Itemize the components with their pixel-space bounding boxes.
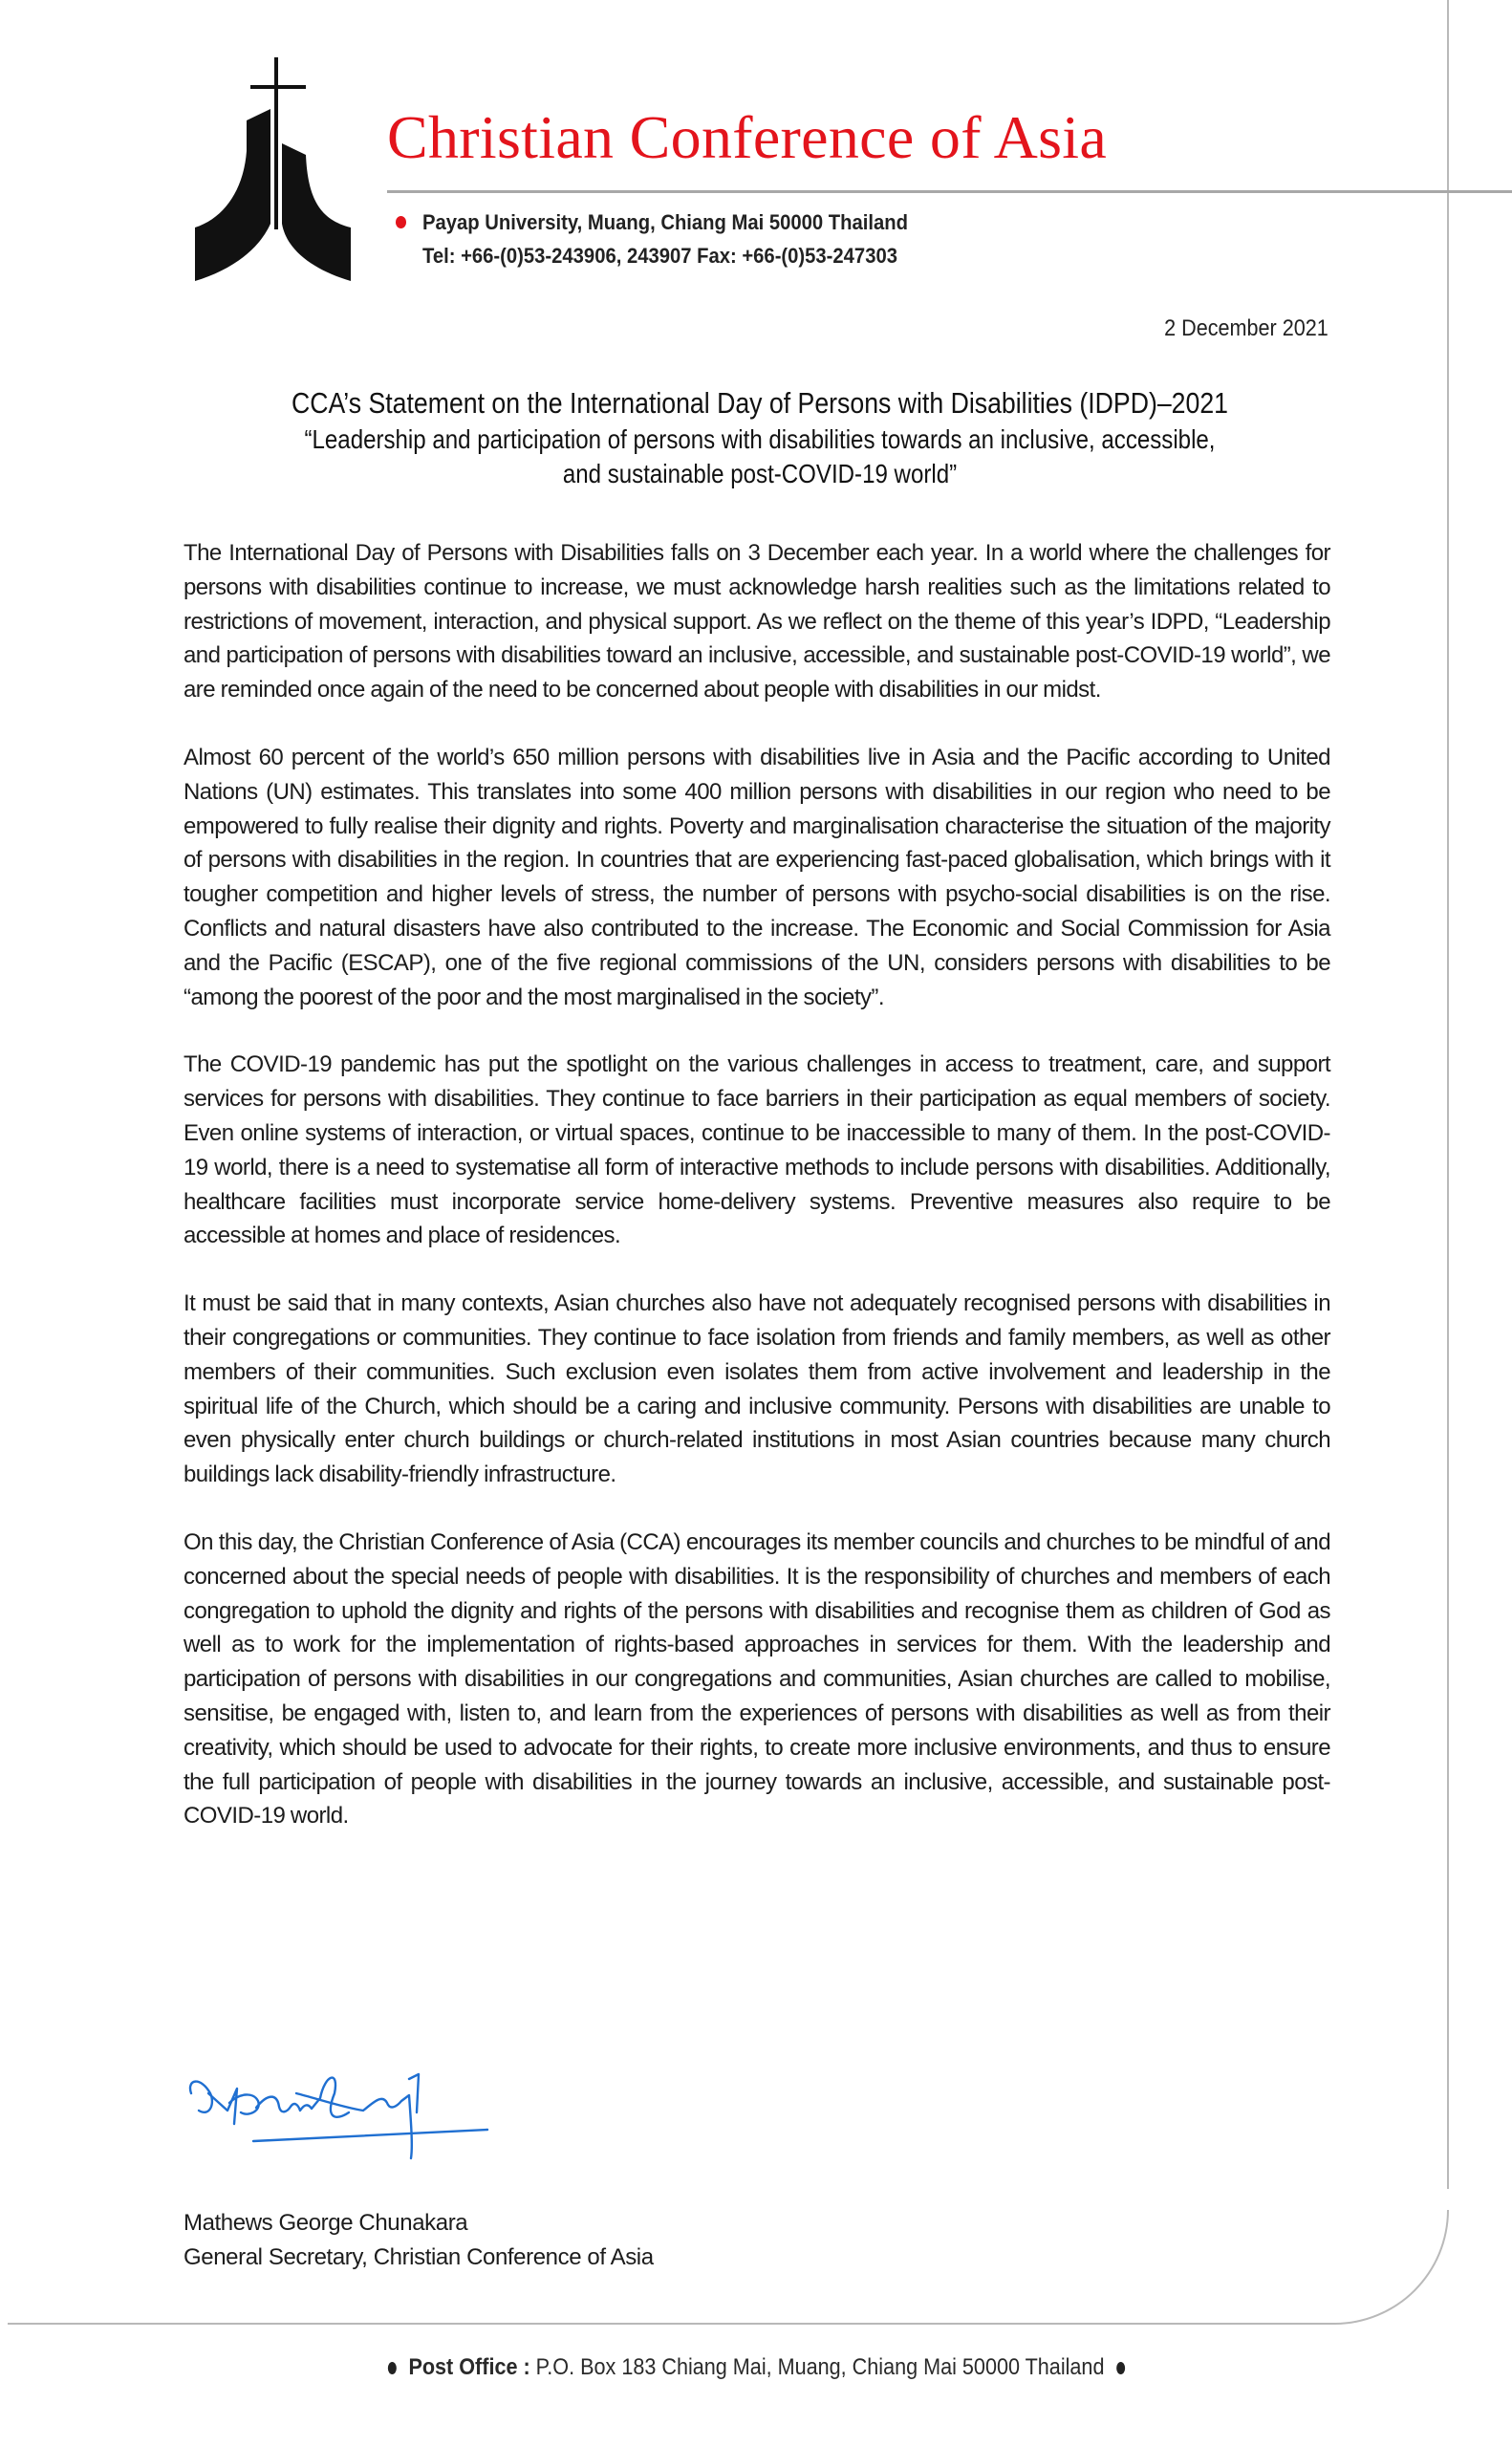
footer-address — [0, 2354, 1512, 2381]
paragraph-4: It must be said that in many contexts, Asian churches also have not adequately recognised persons with disabilities in their congregations or communities. They continue to face isolation from friends and family members, as well as other members of their communities. Such exclusion even isolates them from active involvement and leadership in the spiritual life of the Church, which should be a caring and inclusive community. Persons with disabilities are unable to even physically enter church buildings or church-related institutions in most Asian countries because many church buildings lack disability-friendly infrastructure. — [184, 1290, 1330, 1488]
red-bullet-icon — [396, 216, 406, 228]
letter-date: 2 December 2021 — [1164, 315, 1328, 341]
paragraph-5: On this day, the Christian Conference of Asia (CCA) encourages its member councils and churches to be mindful of and concerned about the special needs of people with disabilities. It is the responsibility of churches and members of each congregation to uphold the dignity and rights of the persons with disabilities and recognise them as children of God as well as to work for the implementation of rights-based approaches in services for them. With the leadership and participation of persons with disabilities in our congregations and communities, Asian churches are called to mobilise, sensitise, be engaged with, listen to, and learn from the experiences of persons with disabilities as well as from their creativity, which should be used to advocate for their rights, to create more inclusive environments, and thus to ensure the full participation of people with disabilities in the journey towards an inclusive, accessible, and sustainable post-COVID-19 world. — [184, 1528, 1330, 1830]
footer-label: Post Office : — [407, 2354, 530, 2380]
cross-praying-hands-logo-icon — [191, 55, 354, 283]
paragraph-1: The International Day of Persons with Disabilities falls on 3 December each year. In a world where the challenges for persons with disabilities continue to increase, we must acknowledge harsh realities such as the limitations related to restrictions of movement, interaction, and physical support. As we reflect on the theme of this year’s IDPD, “Leadership and participation of persons with disabilities toward an inclusive, accessible, and sustainable post-COVID-19 world”, we are reminded once again of the need to be concerned about people with disabilities in our midst. — [184, 540, 1330, 704]
letterhead-address: Payap University, Muang, Chiang Mai 50000 Thailand — [422, 210, 909, 234]
statement-title: CCA’s Statement on the International Day of Persons with Disabilities (IDPD)–2021 — [292, 386, 1228, 420]
organization-name: Christian Conference of Asia — [387, 103, 1108, 171]
frame-right-border — [1447, 0, 1449, 2189]
letterhead-contact: Tel: +66-(0)53-243906, 243907 Fax: +66-(0)53-247303 — [422, 244, 897, 268]
statement-subtitle-line-1: “Leadership and participation of persons with disabilities towards an inclusive, accessible, — [304, 424, 1216, 454]
paragraph-2: Almost 60 percent of the world’s 650 million persons with disabilities live in Asia and the Pacific according to United Nations (UN) estimates. This translates into some 400 million persons with disabilities in our region who need to be empowered to fully realise their dignity and rights. Poverty and marginalisation characterise the situation of the majority of persons with disabilities in the region. In countries that are experiencing fast-paced globalisation, which brings with it tougher competition and higher levels of stress, the number of persons with psycho-social disabilities is on the rise. Conflicts and natural disasters have also contributed to the increase. The Economic and Social Commission for Asia and the Pacific (ESCAP), one of the five regional commissions of the UN, considers persons with disabilities to be “among the poorest of the poor and the most marginalised in the society”. — [184, 744, 1330, 1010]
footer-po-box: P.O. Box 183 Chiang Mai, Muang, Chiang Mai 50000 Thailand — [529, 2354, 1105, 2380]
statement-title-block — [143, 384, 1376, 491]
signer-title: General Secretary, Christian Conference of Asia — [184, 2244, 654, 2270]
frame-bottom-right-curve — [1334, 2210, 1449, 2325]
bullet-icon — [387, 2362, 396, 2374]
paragraph-3: The COVID-19 pandemic has put the spotlight on the various challenges in access to treatment, care, and support services for persons with disabilities. They continue to face barriers in their participation as equal members of society. Even online systems of interaction, or virtual spaces, continue to be inaccessible to many of them. In the post-COVID-19 world, there is a need to systematise all form of interactive methods to include persons with disabilities. Additionally, healthcare facilities must incorporate service home-delivery systems. Preventive measures also require to be accessible at homes and place of residences. — [184, 1051, 1330, 1249]
statement-subtitle-line-2: and sustainable post-COVID-19 world” — [562, 459, 958, 488]
letterhead-divider — [387, 190, 1512, 193]
handwritten-signature-icon — [182, 2065, 526, 2160]
frame-bottom-border — [8, 2323, 1336, 2325]
signer-name: Mathews George Chunakara — [184, 2210, 468, 2236]
statement-body — [184, 536, 1330, 1867]
bullet-icon — [1116, 2362, 1125, 2374]
